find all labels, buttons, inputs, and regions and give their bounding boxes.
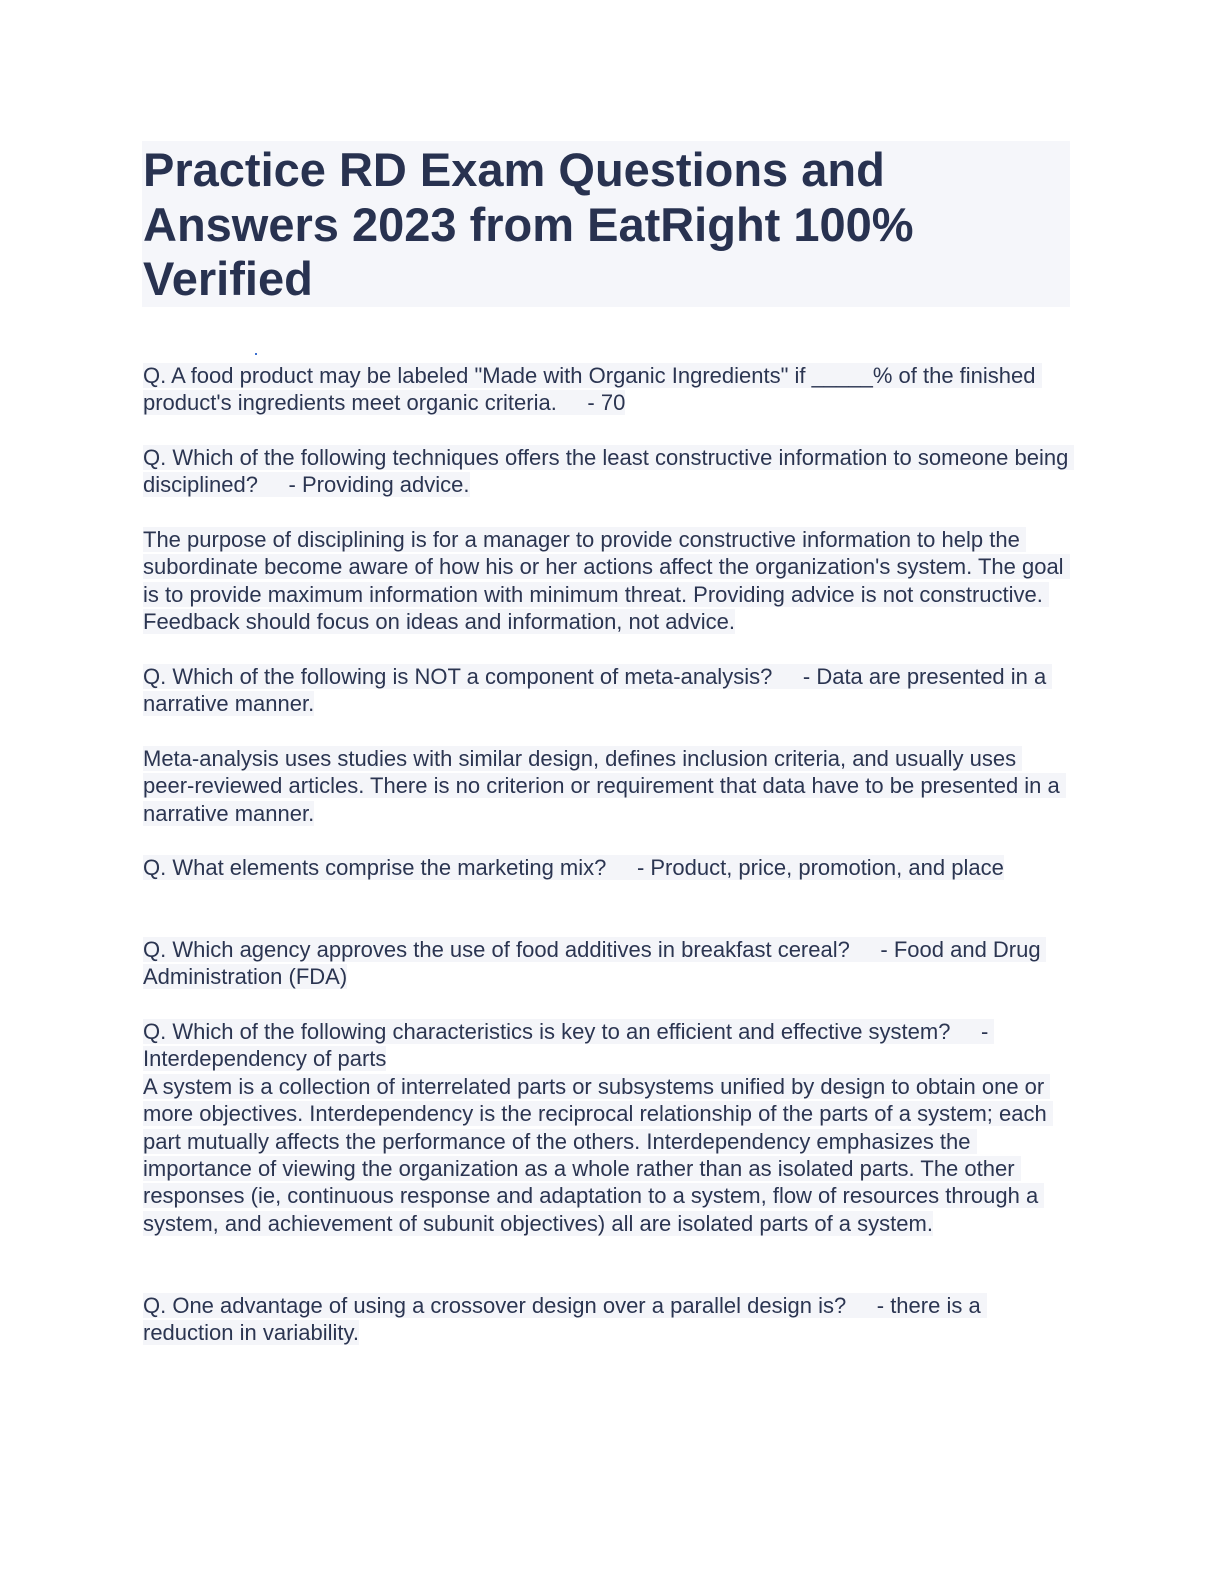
paragraph-text: Q. One advantage of using a crossover design over a parallel design is? - there is a reduction in variability. bbox=[143, 1293, 987, 1346]
paragraph-text: Meta-analysis uses studies with similar design, defines inclusion criteria, and usually uses peer-reviewed articles. There is no criterion or requirement that data have to be presented in a narrative manner. bbox=[143, 746, 1066, 826]
document-title-text: Practice RD Exam Questions and Answers 2023 from EatRight 100% Verified bbox=[143, 143, 914, 305]
paragraph-text: Q. A food product may be labeled "Made with Organic Ingredients" if _____% of the finished product's ingredients meet organic criteria. - 70 bbox=[143, 363, 1042, 416]
decorative-dot bbox=[255, 353, 257, 355]
paragraph-text: Q. Which agency approves the use of food additives in breakfast cereal? - Food and Drug Administration (FDA) bbox=[143, 937, 1046, 990]
question-food-additives bbox=[143, 936, 1073, 991]
question-meta-analysis bbox=[143, 663, 1073, 718]
explanation-disciplining bbox=[143, 526, 1073, 636]
paragraph-text: The purpose of disciplining is for a manager to provide constructive information to help the subordinate become aware of how his or her actions affect the organization's system. The goal is to provide maximum information with minimum threat. Providing advice is not constructive. Feedback should focus on ideas and information, not advice. bbox=[143, 527, 1070, 635]
question-organic-label bbox=[143, 362, 1073, 417]
question-disciplining bbox=[143, 444, 1073, 499]
document-title bbox=[143, 143, 1063, 307]
paragraph-text: Q. Which of the following is NOT a component of meta-analysis? - Data are presented in a narrative manner. bbox=[143, 664, 1053, 717]
paragraph-text: Q. Which of the following techniques offers the least constructive information to someone being disciplined? - Providing advice. bbox=[143, 445, 1075, 498]
paragraph-text: Q. What elements comprise the marketing mix? - Product, price, promotion, and place bbox=[143, 855, 1004, 880]
paragraph-text: Q. Which of the following characteristics is key to an efficient and effective system? - Interdependency of parts A system is a collection of interrelated parts or subsystems unified by design to obtain one or more objectives. Interdependency is the reciprocal relationship of the parts of a system; each part mutually affects the performance of the others. Interdependency emphasizes the importance of viewing the organization as a whole rather than as isolated parts. The other responses (ie, continuous response and adaptation to a system, flow of resources through a system, and achievement of subunit objectives) all are isolated parts of a system. bbox=[143, 1019, 1053, 1236]
explanation-meta-analysis bbox=[143, 745, 1073, 827]
question-system-characteristics bbox=[143, 1018, 1073, 1237]
question-crossover-design bbox=[143, 1292, 1073, 1347]
question-marketing-mix bbox=[143, 854, 1073, 881]
